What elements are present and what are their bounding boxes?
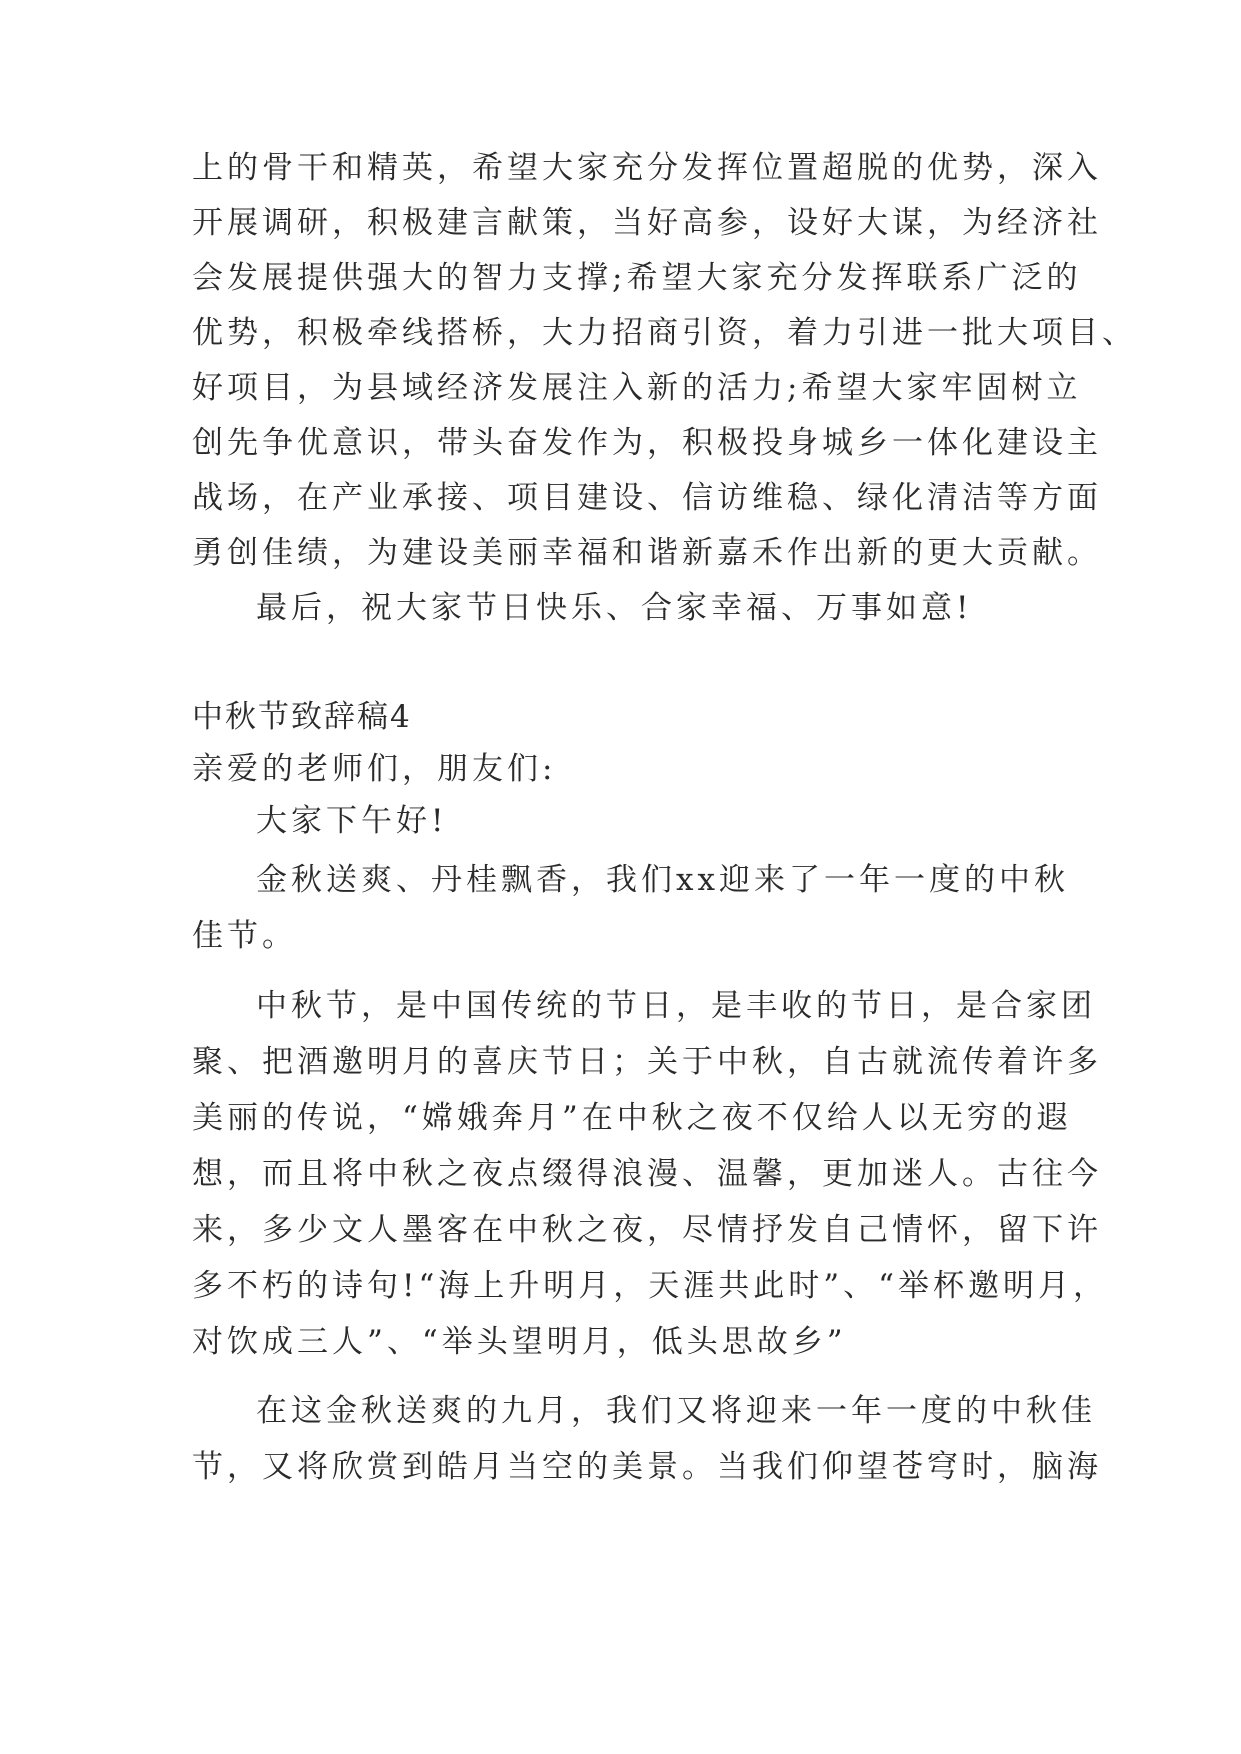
paragraph-line: 聚、把酒邀明月的喜庆节日；关于中秋，自古就流传着许多	[192, 1044, 1102, 1080]
paragraph-line: 想，而且将中秋之夜点缀得浪漫、温馨，更加迷人。古往今	[192, 1156, 1102, 1192]
salutation: 亲爱的老师们，朋友们:	[192, 751, 557, 787]
paragraph-line: 佳节。	[192, 918, 297, 954]
paragraph-line: 金秋送爽、丹桂飘香，我们xx迎来了一年一度的中秋	[256, 862, 1069, 898]
paragraph-line: 来，多少文人墨客在中秋之夜，尽情抒发自己情怀，留下许	[192, 1212, 1102, 1248]
paragraph-line: 开展调研，积极建言献策，当好高参，设好大谋，为经济社	[192, 205, 1102, 241]
section-title: 中秋节致辞稿4	[192, 699, 412, 735]
paragraph-line: 优势，积极牵线搭桥，大力招商引资，着力引进一批大项目、	[192, 315, 1137, 351]
greeting: 大家下午好!	[256, 803, 448, 839]
closing-line: 最后，祝大家节日快乐、合家幸福、万事如意!	[256, 590, 973, 626]
paragraph-line: 好项目，为县域经济发展注入新的活力;希望大家牢固树立	[192, 370, 1082, 406]
paragraph-line: 战场，在产业承接、项目建设、信访维稳、绿化清洁等方面	[192, 480, 1102, 516]
paragraph-line: 对饮成三人”、“举头望明月，低头思故乡”	[192, 1324, 847, 1360]
paragraph-line: 上的骨干和精英，希望大家充分发挥位置超脱的优势，深入	[192, 150, 1102, 186]
paragraph-line: 多不朽的诗句!“海上升明月，天涯共此时”、“举杯邀明月，	[192, 1268, 1108, 1304]
paragraph-line: 美丽的传说，“嫦娥奔月”在中秋之夜不仅给人以无穷的遐	[192, 1100, 1072, 1136]
paragraph-line: 在这金秋送爽的九月，我们又将迎来一年一度的中秋佳	[256, 1393, 1096, 1429]
paragraph-line: 勇创佳绩，为建设美丽幸福和谐新嘉禾作出新的更大贡献。	[192, 535, 1102, 571]
paragraph-line: 创先争优意识，带头奋发作为，积极投身城乡一体化建设主	[192, 425, 1102, 461]
paragraph-line: 会发展提供强大的智力支撑;希望大家充分发挥联系广泛的	[192, 260, 1082, 296]
paragraph-line: 节，又将欣赏到皓月当空的美景。当我们仰望苍穹时，脑海	[192, 1449, 1102, 1485]
paragraph-line: 中秋节，是中国传统的节日，是丰收的节日，是合家团	[256, 988, 1096, 1024]
